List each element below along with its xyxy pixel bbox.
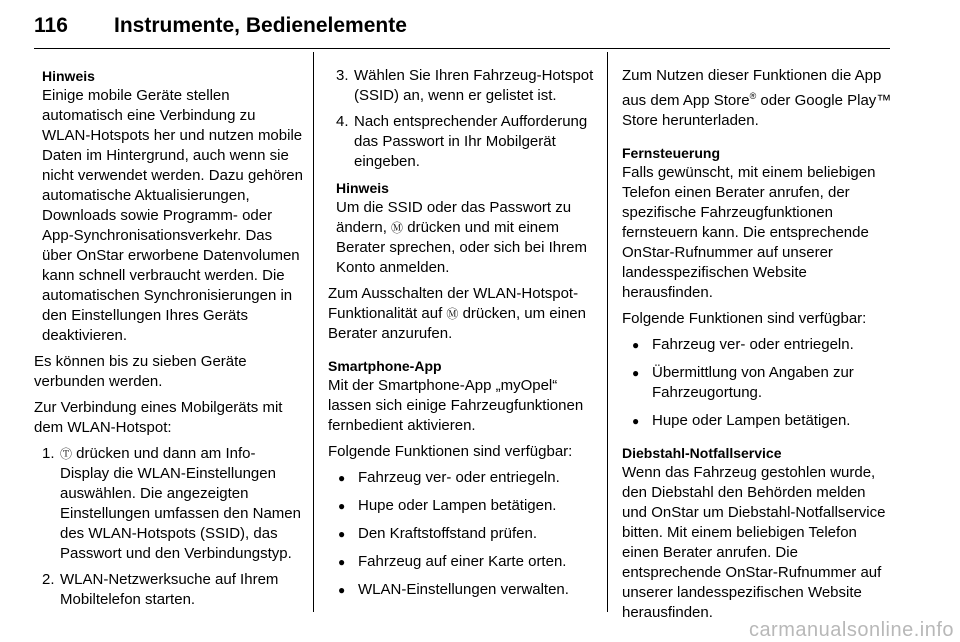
paragraph: Zum Nutzen dieser Funktionen die App aus dem App Store® oder Google Play™ Store herunterladen.: [622, 67, 892, 129]
note-text: Um die SSID oder das Passwort zu ändern, Ⓜ drücken und mit einem Berater sprechen, oder sich bei Ihrem Konto anmelden.: [336, 199, 587, 276]
steps-list: [34, 444, 304, 610]
column-divider-2: [607, 52, 608, 612]
paragraph: Zur Verbindung eines Mobilgeräts mit dem WLAN-Hotspot:: [34, 399, 283, 436]
paragraph: Es können bis zu sieben Geräte verbunden werden.: [34, 353, 247, 390]
list-item: 2. WLAN-Netzwerksuche auf Ihrem Mobiltelefon starten.: [42, 571, 279, 608]
note-text: Einige mobile Geräte stellen automatisch eine Verbindung zu WLAN-Hotspots her und nutzen mobile Daten im Hintergrund, auch wenn sie nicht verwendet werden. Dazu gehören automatische Aktualisierungen, Downloads sowie Programm- oder App-Synchronisationsverkehr. Das über OnStar erworbene Datenvolumen kann schnell verbraucht werden. Die automatischen Synchronisierungen in den Einstellungen Ihres Geräts deaktivieren.: [42, 87, 303, 344]
section-text: Wenn das Fahrzeug gestohlen wurde, den Diebstahl den Behörden melden und OnStar um Diebstahl-Notfallservice bitten. Mit einem beliebigen Telefon einen Berater anrufen. Die entsprechende OnStar-Rufnummer auf unserer landesspezifischen Website herausfinden.: [622, 464, 886, 621]
list-item: ● Übermittlung von Angaben zur Fahrzeugortung.: [622, 363, 894, 403]
list-item: ● WLAN-Einstellungen verwalten.: [328, 580, 598, 600]
page-header: [34, 4, 890, 49]
list-item: 4. Nach entsprechender Aufforderung das Passwort in Ihr Mobilgerät eingeben.: [336, 113, 588, 170]
wifi-icon: Ⓣ: [60, 447, 73, 461]
column-divider-1: [313, 52, 314, 612]
functions-list: [622, 335, 894, 431]
section-text: Falls gewünscht, mit einem beliebigen Telefon einen Berater anrufen, der spezifische Fahrzeugfunktionen fernsteuern kann. Die entsprechende OnStar-Rufnummer auf unserer landesspezifischen Website herausfinden.: [622, 164, 876, 301]
column-3: [622, 66, 894, 629]
paragraph: Folgende Funktionen sind verfügbar:: [328, 443, 573, 460]
note-title: Hinweis: [336, 180, 389, 196]
note-box: [34, 66, 304, 346]
note-title: Hinweis: [42, 68, 95, 84]
list-item: ● Fahrzeug ver- oder entriegeln.: [622, 335, 894, 355]
functions-list: [328, 468, 598, 600]
page-number: 116: [34, 14, 68, 37]
section-text: Mit der Smartphone-App „myOpel“ lassen sich einige Fahrzeugfunktionen fernbedient aktivieren.: [328, 377, 584, 434]
paragraph: Zum Ausschalten der WLAN-Hotspot-Funktionalität auf Ⓜ drücken, um einen Berater anzurufen.: [328, 285, 586, 342]
list-item: 3. Wählen Sie Ihren Fahrzeug-Hotspot (SSID) an, wenn er gelistet ist.: [336, 67, 594, 104]
section-title: Smartphone-App: [328, 358, 442, 374]
list-item: ● Den Kraftstoffstand prüfen.: [328, 524, 598, 544]
list-item: ● Hupe oder Lampen betätigen.: [328, 496, 598, 516]
onstar-icon: Ⓜ: [391, 221, 404, 235]
onstar-icon: Ⓜ: [446, 307, 459, 321]
note-box: [328, 178, 598, 278]
list-item: ● Fahrzeug ver- oder entriegeln.: [328, 468, 598, 488]
section: [328, 356, 598, 436]
steps-list: [328, 66, 598, 172]
list-item: ● Hupe oder Lampen betätigen.: [622, 411, 894, 431]
paragraph: Folgende Funktionen sind verfügbar:: [622, 310, 867, 327]
section: [622, 443, 894, 623]
column-2: [328, 66, 598, 608]
page-title: Instrumente, Bedienelemente: [114, 14, 407, 37]
list-item: ● Fahrzeug auf einer Karte orten.: [328, 552, 598, 572]
column-1: [34, 66, 304, 616]
watermark: carmanualsonline.info: [748, 619, 954, 641]
section-title: Fernsteuerung: [622, 145, 721, 161]
list-item: 1. Ⓣ drücken und dann am Info-Display die WLAN-Einstellungen auswählen. Die angezeigten Einstellungen umfassen den Namen des WLAN-Hotspots (SSID), das Passwort und den Verbindungstyp.: [42, 445, 301, 562]
section: [622, 143, 894, 303]
section-title: Diebstahl-Notfallservice: [622, 445, 782, 461]
